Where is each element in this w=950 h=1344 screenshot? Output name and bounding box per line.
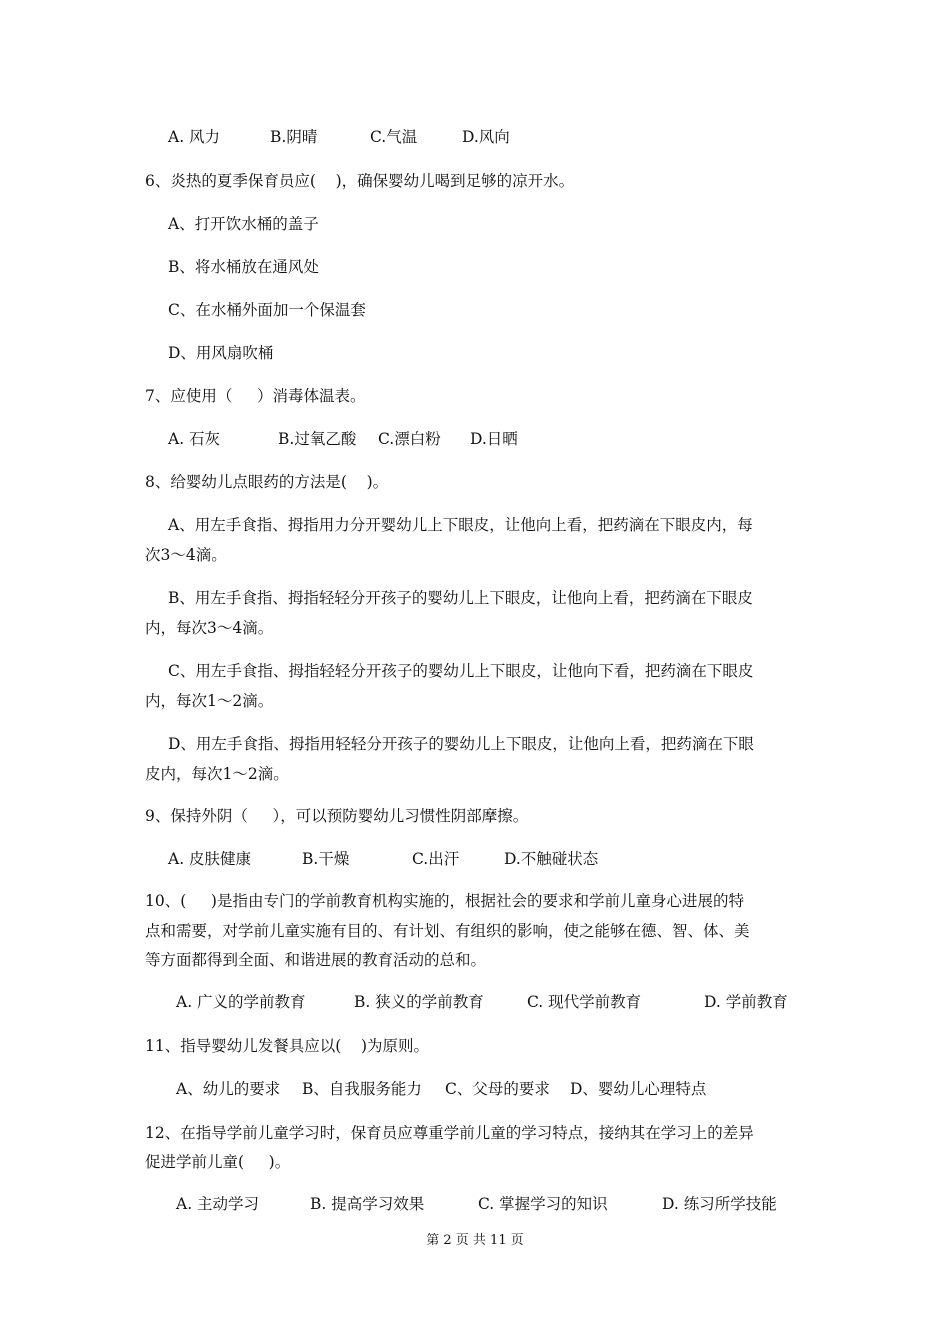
q5-option-c: C.气温 xyxy=(370,128,418,146)
q7-option-a: A. 石灰 xyxy=(168,430,221,448)
q6-option-c: C、在水桶外面加一个保温套 xyxy=(168,301,366,319)
q11-option-b: B、自我服务能力 xyxy=(302,1080,422,1098)
q5-option-a: A. 风力 xyxy=(168,128,221,146)
q7-option-b: B.过氧乙酸 xyxy=(278,430,357,448)
q11-option-d: D、婴幼儿心理特点 xyxy=(570,1080,707,1098)
q12-option-a: A. 主动学习 xyxy=(176,1195,260,1213)
q8-option-a-line2: 次3～4滴。 xyxy=(145,546,227,564)
q7-option-d: D.日晒 xyxy=(470,430,518,448)
q9-stem: 9、保持外阴（ ），可以预防婴幼儿习惯性阴部摩擦。 xyxy=(145,807,529,825)
q11-stem: 11、指导婴幼儿发餐具应以( )为原则。 xyxy=(145,1037,430,1055)
q6-option-b: B、将水桶放在通风处 xyxy=(168,258,319,276)
q9-option-d: D.不触碰状态 xyxy=(504,850,599,868)
q8-stem: 8、给婴幼儿点眼药的方法是( )。 xyxy=(145,473,389,491)
q10-option-c: C. 现代学前教育 xyxy=(527,993,642,1011)
q10-stem-line3: 等方面都得到全面、和谐进展的教育活动的总和。 xyxy=(145,951,487,969)
q8-option-d-line2: 皮内，每次1～2滴。 xyxy=(145,765,289,783)
q9-option-a: A. 皮肤健康 xyxy=(168,850,252,868)
q10-option-a: A. 广义的学前教育 xyxy=(176,993,306,1011)
q7-option-c: C.漂白粉 xyxy=(378,430,441,448)
q8-option-c-line2: 内，每次1～2滴。 xyxy=(145,692,274,710)
q12-stem-line2: 促进学前儿童( )。 xyxy=(145,1153,291,1171)
q6-option-a: A、打开饮水桶的盖子 xyxy=(168,215,319,233)
q6-option-d: D、用风扇吹桶 xyxy=(168,344,274,362)
q11-option-c: C、父母的要求 xyxy=(445,1080,550,1098)
q8-option-b-line1: B、用左手食指、拇指轻轻分开孩子的婴幼儿上下眼皮，让他向上看，把药滴在下眼皮 xyxy=(168,589,753,607)
q8-option-d-line1: D、用左手食指、拇指用轻轻分开孩子的婴幼儿上下眼皮，让他向上看，把药滴在下眼 xyxy=(168,735,754,753)
q8-option-c-line1: C、用左手食指、拇指轻轻分开孩子的婴幼儿上下眼皮，让他向下看，把药滴在下眼皮 xyxy=(168,662,754,680)
q5-option-b: B.阴晴 xyxy=(270,128,318,146)
q10-stem-line2: 点和需要，对学前儿童实施有目的、有计划、有组织的影响，使之能够在德、智、体、美 xyxy=(145,922,750,940)
q9-option-c: C.出汗 xyxy=(412,850,460,868)
q11-option-a: A、幼儿的要求 xyxy=(176,1080,281,1098)
q8-option-a-line1: A、用左手食指、拇指用力分开婴幼儿上下眼皮，让他向上看，把药滴在下眼皮内，每 xyxy=(168,516,753,534)
q12-option-c: C. 掌握学习的知识 xyxy=(478,1195,608,1213)
page-number-footer: 第 2 页 共 11 页 xyxy=(426,1233,524,1248)
q12-option-d: D. 练习所学技能 xyxy=(662,1195,777,1213)
q12-option-b: B. 提高学习效果 xyxy=(310,1195,425,1213)
q7-stem: 7、应使用（ ）消毒体温表。 xyxy=(145,387,366,405)
q12-stem-line1: 12、在指导学前儿童学习时，保育员应尊重学前儿童的学习特点，接纳其在学习上的差异 xyxy=(145,1124,754,1142)
q10-option-d: D. 学前教育 xyxy=(704,993,788,1011)
q8-option-b-line2: 内，每次3～4滴。 xyxy=(145,619,274,637)
q5-option-d: D.风向 xyxy=(462,128,510,146)
q10-option-b: B. 狭义的学前教育 xyxy=(354,993,484,1011)
q9-option-b: B.干燥 xyxy=(302,850,350,868)
q10-stem-line1: 10、( )是指由专门的学前教育机构实施的，根据社会的要求和学前儿童身心进展的特 xyxy=(145,892,744,910)
q6-stem: 6、炎热的夏季保育员应( )，确保婴幼儿喝到足够的凉开水。 xyxy=(145,172,575,190)
